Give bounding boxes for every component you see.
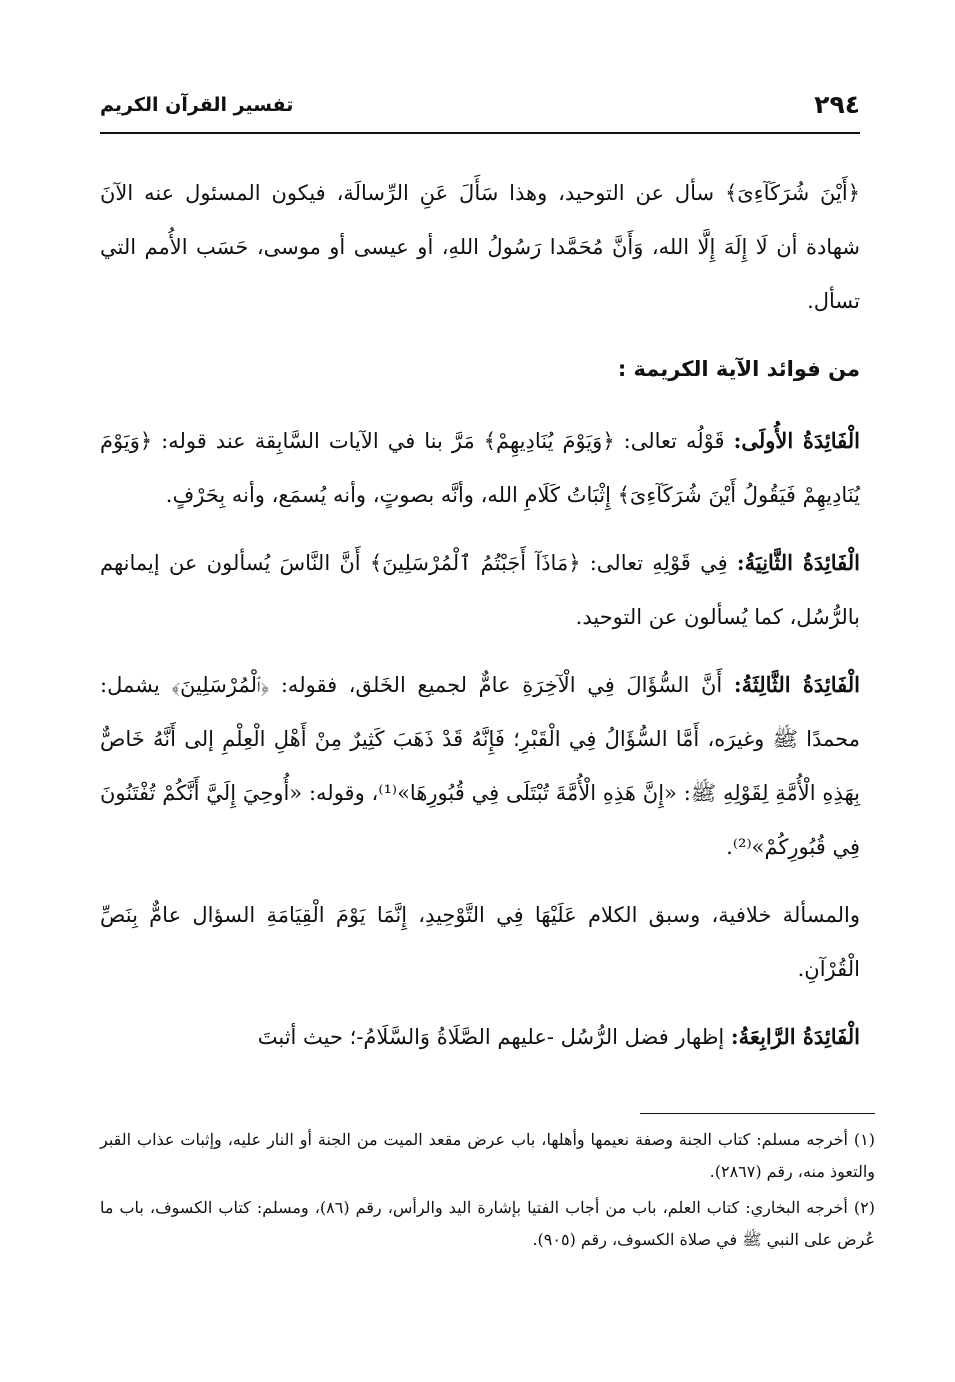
benefit-1-label: الْفَائِدَةُ الأُولَى: (733, 428, 861, 453)
benefit-4-label: الْفَائِدَةُ الرَّابِعَةُ: (730, 1024, 860, 1049)
footnote-divider (640, 1113, 875, 1114)
benefit-2-label: الْفَائِدَةُ الثَّانِيَةُ: (736, 550, 860, 575)
benefit-3-label: الْفَائِدَةُ الثَّالِثَةُ: (733, 672, 860, 697)
benefit-1-text: قَوْلُه تعالى: ﴿وَيَوْمَ يُنَادِيهِمْ﴾ مَرَّ بنا في الآيات السَّابِقة عند قوله: ﴿وَيَوْمَ يُنَادِيهِمْ فَيَقُولُ أَيْنَ شُرَكَآءِىَ﴾ إِثْبَاتُ كَلَامِ الله، وأنَّه بصوتٍ، وأنه يُسمَع، وأنه بِحَرْفٍ. (100, 429, 860, 507)
page-number: ٢٩٤ (814, 90, 860, 119)
footnotes (100, 1124, 875, 1260)
page-header (100, 88, 860, 134)
benefit-4-text: إظهار فضل الرُّسُل -عليهم الصَّلَاةُ وَالسَّلَامُ-؛ حيث أثبتَ (257, 1025, 731, 1049)
running-title: تفسير القرآن الكريم (100, 94, 294, 116)
benefit-2 (100, 536, 860, 644)
intro-paragraph: ﴿أَيْنَ شُرَكَآءِىَ﴾ سأل عن التوحيد، وهذا سَأَلَ عَنِ الرِّسالَة، فيكون المسئول عنه الآنَ شهادة أن لَا إِلَهَ إِلَّا الله، وَأَنَّ مُحَمَّدا رَسُولُ اللهِ، أو عيسى أو موسى، حَسَب الأُمم التي تسأل. (100, 181, 860, 313)
main-text (100, 166, 860, 1064)
footnote-1: (١) أخرجه مسلم: كتاب الجنة وصفة نعيمها وأهلها، باب عرض مقعد الميت من الجنة أو النار عليه، وإثبات عذاب القبر والتعوذ منه، رقم (٢٨٦٧). (100, 1130, 875, 1181)
benefit-1 (100, 414, 860, 522)
section-heading: من فوائد الآية الكريمة : (617, 357, 860, 381)
benefit-4 (100, 1010, 860, 1064)
disagreement-paragraph: والمسألة خلافية، وسبق الكلام عَلَيْهَا فِي التَّوْحِيدِ، إِنَّمَا يَوْمَ الْقِيَامَةِ السؤال عامٌّ بِنَصِّ الْقُرْآنِ. (100, 903, 860, 981)
benefit-3-text: أَنَّ السُّؤَالَ فِي الْآخِرَةِ عامٌّ لجميع الخَلق، فقوله: ﴿ٱلْمُرْسَلِينَ﴾ يشمل: محمدًا ﷺ وغيرَه، أَمَّا السُّؤَالُ فِي الْقَبْرِ؛ فَإِنَّهُ قَدْ ذَهَبَ كَثِيرٌ مِنْ أَهْلِ الْعِلْمِ إلى أَنَّهُ خَاصٌّ بِهَذِهِ الْأُمَّةِ لِقَوْلِهِ ﷺ: «إِنَّ هَذِهِ الْأُمَّةَ تُبْتَلَى فِي قُبُورِهَا»⁽¹⁾، وقوله: «أُوحِيَ إِلَيَّ أَنَّكُمْ تُفْتَنُونَ فِي قُبُورِكُمْ»⁽²⁾. (100, 673, 860, 859)
benefit-3 (100, 658, 860, 874)
footnote-2: (٢) أخرجه البخاري: كتاب العلم، باب من أجاب الفتيا بإشارة اليد والرأس، رقم (٨٦)، ومسلم: كتاب الكسوف، باب ما عُرض على النبي ﷺ في صلاة الكسوف، رقم (٩٠٥). (100, 1198, 876, 1249)
benefit-2-text: فِي قَوْلِهِ تعالى: ﴿مَاذَآ أَجَبْتُمُ ٱلْمُرْسَلِينَ﴾ أَنَّ النَّاسَ يُسألون عن إيمانهم بالرُّسُل، كما يُسألون عن التوحيد. (100, 551, 860, 629)
